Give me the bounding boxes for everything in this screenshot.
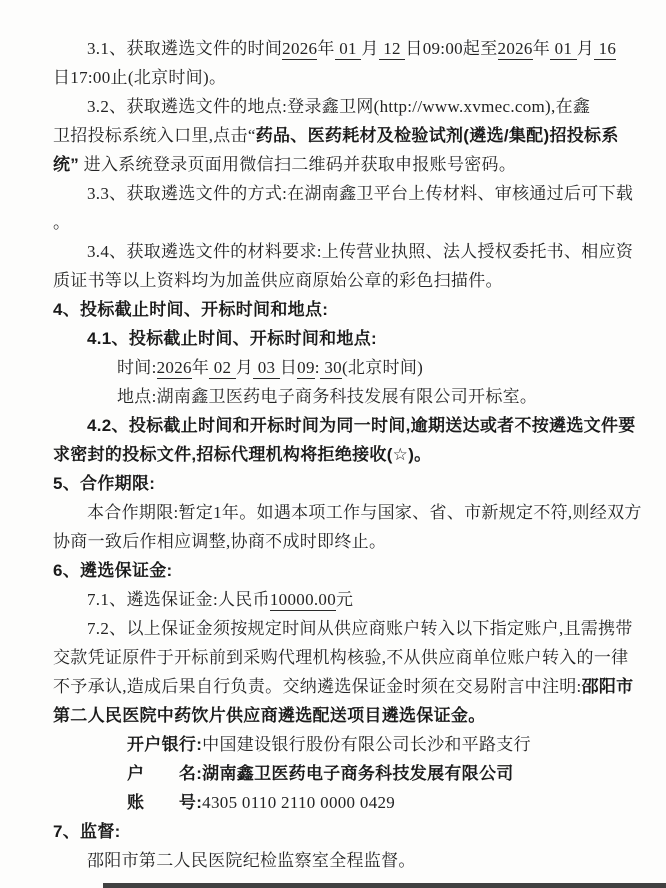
text-line: [53, 324, 639, 353]
text-segment: 日17:00止(北京时间)。: [53, 68, 227, 87]
text-segment: 3.4、获取遴选文件的材料要求:上传营业执照、法人授权委托书、相应资: [87, 242, 634, 261]
text-line: [53, 788, 639, 817]
text-segment: 统”: [53, 155, 80, 174]
text-segment: 第二人民医院中药饮片供应商遴选配送项目遴选保证金。: [53, 706, 486, 725]
document-body: [53, 34, 642, 875]
text-segment: 求密封的投标文件,招标代理机构将拒绝接收(☆)。: [53, 445, 432, 464]
text-segment: 5、合作期限:: [53, 474, 156, 493]
text-segment: 4.1、投标截止时间、开标时间和地点:: [87, 329, 377, 348]
text-segment: 年: [532, 39, 551, 58]
text-line: [53, 382, 639, 411]
text-line: [53, 556, 639, 585]
text-segment: 4.2、投标截止时间和开标时间为同一时间,逾期送达或者不按遴选文件要: [87, 416, 636, 435]
text-segment: 药品、医药耗材及检验试剂(遴选/集配)招投标系: [255, 126, 619, 145]
text-segment: 不予承认,造成后果自行负责。交纳遴选保证金时须在交易附言中注明:: [53, 677, 582, 696]
text-segment: 月: [361, 39, 379, 58]
text-segment: 4、投标截止时间、开标时间和地点:: [53, 300, 329, 319]
text-line: [53, 846, 639, 875]
text-segment: (北京时间): [341, 358, 424, 377]
text-segment: 6、遴选保证金:: [53, 561, 173, 580]
text-line: [53, 266, 639, 295]
text-line: [53, 469, 639, 498]
underlined-text-segment: 2026: [282, 39, 318, 58]
text-line: [53, 295, 639, 324]
text-line: [53, 63, 639, 92]
underlined-text-segment: 10000.00: [269, 590, 337, 609]
text-segment: 年: [317, 39, 335, 58]
underlined-text-segment: 2026: [497, 39, 533, 58]
text-line: [53, 614, 639, 643]
text-segment: 地点:湖南鑫卫医药电子商务科技发展有限公司开标室。: [117, 387, 538, 406]
scanner-edge-artifact: [103, 883, 666, 888]
text-segment: 。: [53, 213, 71, 232]
text-segment: 3.3、获取遴选文件的方式:在湖南鑫卫平台上传材料、审核通过后可下载: [87, 184, 634, 203]
underlined-text-segment: 30: [319, 358, 342, 377]
underlined-text-segment: 02: [209, 358, 236, 377]
text-segment: 中国建设银行股份有限公司长沙和平路支行: [202, 735, 531, 754]
underlined-text-segment: 03: [253, 358, 280, 377]
text-line: [53, 150, 639, 179]
text-segment: 协商一致后作相应调整,协商不成时即终止。: [53, 532, 387, 551]
text-segment: 质证书等以上资料均为加盖供应商原始公章的彩色扫描件。: [53, 271, 503, 290]
text-line: [53, 34, 639, 63]
text-segment: 月: [576, 39, 595, 58]
text-segment: 3.1、获取遴选文件的时间: [87, 39, 283, 58]
text-segment: 本合作期限:暂定1年。如遇本项工作与国家、省、市新规定不符,则经双方: [87, 503, 642, 522]
text-segment: 邵阳市第二人民医院纪检监察室全程监督。: [87, 851, 416, 870]
text-line: [53, 730, 639, 759]
text-segment: 7、监督:: [53, 822, 121, 841]
text-segment: 湖南鑫卫医药电子商务科技发展有限公司: [202, 764, 514, 783]
text-line: [53, 759, 639, 788]
underlined-text-segment: 01: [550, 39, 577, 58]
text-segment: 开户银行:: [127, 735, 203, 754]
text-segment: :: [314, 358, 320, 377]
text-segment: 7.2、以上保证金须按规定时间从供应商账户转入以下指定账户,且需携带: [87, 619, 633, 638]
text-segment: 3.2、获取遴选文件的地点:登录鑫卫网(http://www.xvmec.com),在鑫: [87, 97, 591, 116]
underlined-text-segment: 16: [594, 39, 617, 58]
text-line: [53, 208, 639, 237]
text-segment: 日09:00起至: [405, 39, 498, 58]
text-line: [53, 237, 639, 266]
text-segment: 4305 0110 2110 0000 0429: [202, 793, 396, 812]
text-segment: 年: [191, 358, 210, 377]
text-line: [53, 527, 639, 556]
underlined-text-segment: 12: [378, 39, 406, 58]
text-segment: 时间:: [117, 358, 157, 377]
text-line: [53, 92, 639, 121]
text-segment: 日: [279, 358, 298, 377]
text-segment: 账 号:: [127, 793, 203, 812]
underlined-text-segment: 01: [334, 39, 362, 58]
text-line: [53, 498, 642, 527]
text-line: [53, 353, 639, 382]
text-segment: 进入系统登录页面用微信扫二维码并获取申报账号密码。: [79, 155, 517, 174]
underlined-text-segment: 09: [297, 358, 315, 377]
text-line: [53, 585, 639, 614]
text-line: [53, 440, 639, 469]
text-segment: 邵阳市: [581, 677, 634, 696]
text-line: [53, 672, 639, 701]
text-line: [53, 411, 639, 440]
text-segment: 卫招投标系统入口里,点击“: [53, 126, 256, 145]
text-segment: 户 名:: [127, 764, 203, 783]
text-line: [53, 179, 639, 208]
text-segment: 元: [336, 590, 354, 609]
text-segment: 月: [235, 358, 254, 377]
text-line: [53, 701, 639, 730]
text-line: [53, 817, 639, 846]
text-line: [53, 121, 639, 150]
underlined-text-segment: 2026: [156, 358, 192, 377]
text-line: [53, 643, 639, 672]
text-segment: 交款凭证原件于开标前到采购代理机构核验,不从供应商单位账户转入的一律: [53, 648, 629, 667]
text-segment: 7.1、遴选保证金:人民币: [87, 590, 270, 609]
